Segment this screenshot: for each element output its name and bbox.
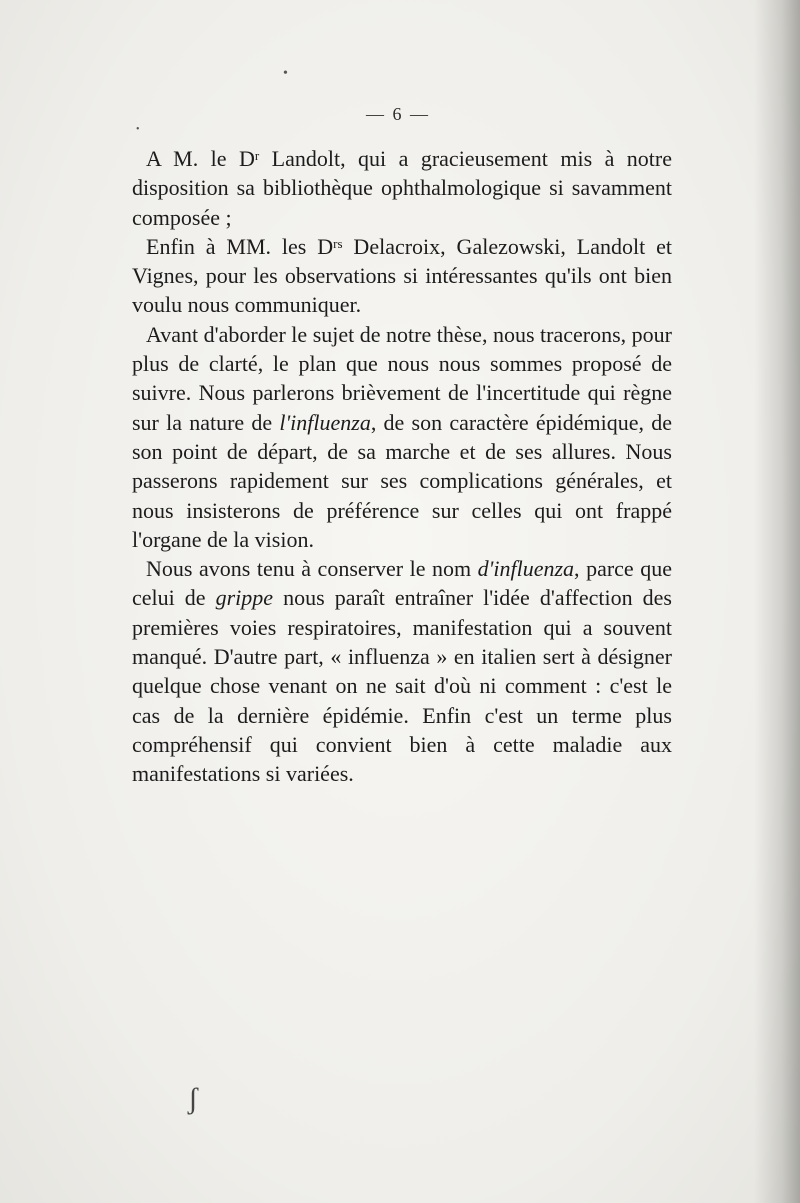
text-segment: Landolt, qui a gracieusement mis à notre disposition sa bibliothèque ophthalmologique si savamment composée ; <box>132 146 673 230</box>
page-number: — 6 — <box>366 104 430 124</box>
paragraph-landolt <box>132 144 672 232</box>
superscript-text: r <box>254 148 260 163</box>
italic-text: d'influenza <box>477 556 575 582</box>
italic-text: grippe <box>215 585 274 611</box>
text-segment: Nous avons tenu à conserver le nom <box>146 556 478 582</box>
page-edge-shadow <box>754 0 800 1203</box>
paragraph-plan <box>132 320 672 554</box>
bleed-through-texture <box>120 760 700 1020</box>
paragraph-others <box>132 232 672 320</box>
text-segment: A M. le D <box>146 146 255 171</box>
body-text <box>132 144 672 789</box>
italic-text: l'influenza <box>279 409 371 435</box>
paragraph-name <box>132 554 672 788</box>
text-segment: , de son caractère épidémique, de son point de départ, de sa marche et de ses allures. Nous passerons rapidement sur ses complications générales, et nous insisterons de préférence sur celles qui ont frappé l'organe de la vision. <box>132 409 672 552</box>
text-segment: Delacroix, Galezowski, Landolt et Vignes, pour les observations si intéressantes qu'ils ont bien voulu nous communiquer. <box>132 233 672 318</box>
ink-speck: • <box>136 124 140 135</box>
text-segment: Enfin à MM. les D <box>146 233 334 259</box>
text-segment: nous paraît entraîner l'idée d'affection des premières voies respiratoires, manifestation qui a souvent manqué. D'autre part, « influenza » en italien sert à désigner quelque chose venant on ne sait d'où ni comment : c'est le cas de la dernière épidémie. Enfin c'est un terme plus compréhensif qui convient bien à cette maladie aux manifestations si variées. <box>132 585 672 787</box>
text-segment: Avant d'aborder le sujet de notre thèse, nous tracerons, pour plus de clarté, le plan que nous nous sommes proposé de suivre. Nous parlerons brièvement de l'incertitude qui règne sur la nature de <box>132 321 672 435</box>
margin-mark: ʃ <box>188 1082 198 1115</box>
superscript-text: rs <box>333 235 343 251</box>
text-segment: , parce que celui de <box>132 556 673 611</box>
ink-speck: • <box>283 66 288 81</box>
